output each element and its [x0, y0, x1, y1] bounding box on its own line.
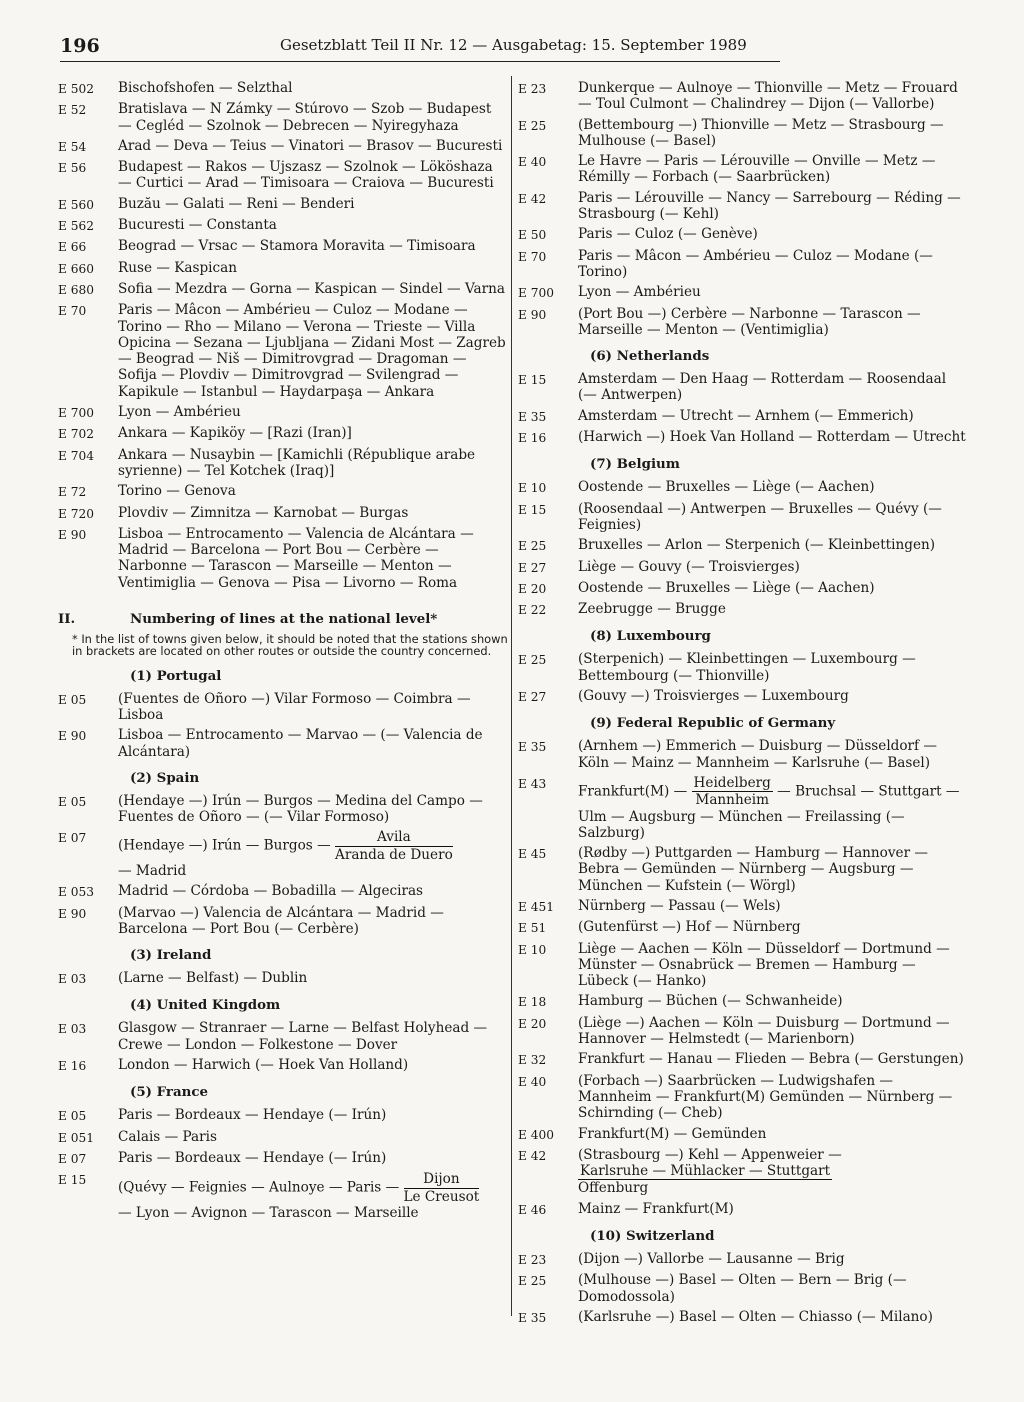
- line-code: E 16: [518, 431, 547, 446]
- line-route: (Rødby —) Puttgarden — Hamburg — Hannover — Bebra — Gemünden — Nürnberg — Augsburg — München — Kufstein (— Wörgl): [578, 845, 928, 894]
- line-code: E 27: [518, 560, 547, 575]
- line-route: (Harwich —) Hoek Van Holland — Rotterdam — Utrecht: [578, 429, 966, 446]
- line-route: Liège — Gouvy (— Troisvierges): [578, 558, 800, 575]
- line-code: E 25: [518, 1274, 547, 1289]
- line-route: Ankara — Nusaybin — [Kamichli (République arabe syrienne) — Tel Kotchek (Iraq)]: [118, 446, 476, 479]
- line-route: Amsterdam — Utrecht — Arnhem (— Emmerich): [578, 407, 914, 424]
- line-route: Bucuresti — Constanta: [118, 217, 277, 234]
- line-entry: [518, 248, 968, 281]
- line-entry: [58, 138, 508, 155]
- line-code: E 05: [58, 794, 87, 809]
- line-route: Bischofshofen — Selzthal: [118, 80, 293, 96]
- line-route: Budapest — Rakos — Ujszasz — Szolnok — Lököshaza — Curtici — Arad — Timisoara — Craiova — Bucuresti: [118, 159, 494, 192]
- ireland-lines: [58, 970, 508, 987]
- line-route: (Forbach —) Saarbrücken — Ludwigshafen — Mannheim — Frankfurt(M) Gemünden — Nürnberg — Schirnding (— Cheb): [578, 1072, 953, 1122]
- line-code: E 32: [518, 1053, 547, 1068]
- line-code: E 20: [518, 1016, 547, 1031]
- route-branch: [578, 1163, 832, 1197]
- route-prefix: (Strasbourg —) Kehl — Appenweier —: [578, 1146, 842, 1163]
- branch-bottom: Mannheim: [695, 792, 769, 809]
- line-route: (Fuentes de Oñoro —) Vilar Formoso — Coimbra — Lisboa: [118, 690, 471, 723]
- line-code: E 560: [58, 197, 95, 212]
- line-code: E 35: [518, 740, 547, 755]
- line-entry: [518, 537, 968, 554]
- line-route: Le Havre — Paris — Lérouville — Onville — Metz — Rémilly — Forbach (— Saarbrücken): [578, 153, 936, 186]
- belgium-lines: [518, 479, 968, 618]
- line-entry: [518, 371, 968, 404]
- line-route: Zeebrugge — Brugge: [578, 601, 726, 618]
- line-code: E 704: [58, 448, 95, 463]
- line-code: E 03: [58, 972, 87, 987]
- section-heading-germany: (9) Federal Republic of Germany: [590, 715, 836, 732]
- line-entry: [518, 898, 968, 915]
- line-route: Paris — Mâcon — Ambérieu — Culoz — Modane — Torino — Rho — Milano — Verona — Trieste — Villa Opicina — Sezana — Ljubljana — Zidani Most — Zagreb — Beograd — Niš — Dimitrovgrad — Dragoman — Sofija — Plovdiv — Dimitrovgrad — Svilengrad — Kapikule — Istanbul — Haydarpaşa — Ankara: [118, 302, 506, 400]
- line-entry: [58, 505, 508, 522]
- line-route: Sofia — Mezdra — Gorna — Kaspican — Sindel — Varna: [118, 280, 505, 297]
- line-code: E 20: [518, 581, 547, 596]
- branch-bottom: Offenburg: [578, 1180, 649, 1197]
- line-route: Paris — Bordeaux — Hendaye (— Irún): [118, 1149, 387, 1166]
- line-code: E 54: [58, 139, 87, 154]
- line-entry: [518, 651, 968, 684]
- line-entry: [58, 217, 508, 234]
- branch-top: Dijon: [404, 1171, 480, 1188]
- line-entry: [518, 408, 968, 425]
- page-number: 196: [60, 35, 100, 57]
- line-code: E 25: [518, 653, 547, 668]
- switzerland-lines: [518, 1251, 968, 1326]
- line-entry: [518, 1073, 968, 1122]
- germany-lines: [518, 845, 968, 1143]
- line-route: Beograd — Vrsac — Stamora Moravita — Timisoara: [118, 238, 476, 255]
- line-entry: [58, 1107, 508, 1124]
- line-route: (Larne — Belfast) — Dublin: [118, 970, 308, 987]
- route-branch: [692, 775, 773, 809]
- line-route: (Port Bou —) Cerbère — Narbonne — Tarascon — Marseille — Menton — (Ventimiglia): [578, 305, 921, 338]
- line-entry: [58, 1129, 508, 1146]
- line-entry: [518, 226, 968, 243]
- line-entry: [58, 970, 508, 987]
- part-number: II.: [58, 611, 76, 628]
- line-entry: [518, 775, 968, 841]
- uk-lines: [58, 1020, 508, 1074]
- line-code: E 562: [58, 219, 95, 234]
- line-code: E 05: [58, 692, 87, 707]
- line-code: E 23: [518, 1253, 547, 1268]
- route-branch: [335, 829, 453, 863]
- line-code: E 22: [518, 603, 547, 618]
- line-entry: [518, 1251, 968, 1268]
- line-entry: [58, 1150, 508, 1167]
- line-code: E 56: [58, 161, 87, 176]
- line-code: E 702: [58, 427, 95, 442]
- line-entry: [58, 526, 508, 591]
- line-code: E 16: [58, 1059, 87, 1074]
- column-divider: [511, 76, 512, 1316]
- line-route: (Mulhouse —) Basel — Olten — Bern — Brig (— Domodossola): [578, 1272, 907, 1305]
- line-code: E 18: [518, 995, 547, 1010]
- line-code: E 03: [58, 1022, 87, 1037]
- line-code: E 07: [58, 1151, 87, 1166]
- line-code: E 35: [518, 409, 547, 424]
- line-code: E 90: [58, 527, 87, 542]
- line-entry: [518, 1272, 968, 1305]
- line-code: E 43: [518, 776, 547, 791]
- line-route: Nürnberg — Passau (— Wels): [578, 897, 781, 914]
- line-route: [118, 829, 508, 879]
- line-route: Dunkerque — Aulnoye — Thionville — Metz — Frouard — Toul Culmont — Chalindrey — Dijon (— Vallorbe): [578, 80, 958, 113]
- line-code: E 15: [518, 502, 547, 517]
- line-entry: [58, 793, 508, 826]
- line-route: (Arnhem —) Emmerich — Duisburg — Düsseldorf — Köln — Mainz — Mannheim — Karlsruhe (— Basel): [578, 738, 937, 771]
- right-column: [518, 80, 968, 1330]
- line-route: Frankfurt(M) — Gemünden: [578, 1125, 767, 1142]
- part-title: Numbering of lines at the national level*: [130, 611, 438, 628]
- line-code: E 10: [518, 481, 547, 496]
- route-suffix: — Lyon — Avignon — Tarascon — Marseille: [118, 1204, 419, 1221]
- section-heading-netherlands: (6) Netherlands: [590, 348, 710, 365]
- line-entry: [518, 993, 968, 1010]
- line-entry: [518, 1126, 968, 1143]
- line-code: E 51: [518, 921, 547, 936]
- line-code: E 400: [518, 1127, 555, 1142]
- line-route: Lisboa — Entrocamento — Marvao — (— Valencia de Alcántara): [118, 727, 483, 760]
- line-entry: [58, 80, 508, 97]
- line-entry: [518, 284, 968, 301]
- page-header: [60, 33, 780, 62]
- line-code: E 720: [58, 506, 95, 521]
- line-route: Lyon — Ambérieu: [118, 404, 241, 421]
- line-code: E 15: [518, 373, 547, 388]
- line-entry: [58, 483, 508, 500]
- line-entry: [518, 117, 968, 150]
- line-entry: [58, 260, 508, 277]
- line-code: E 70: [518, 249, 547, 264]
- line-code: E 10: [518, 942, 547, 957]
- line-entry: [518, 919, 968, 936]
- line-route: (Sterpenich) — Kleinbettingen — Luxembourg — Bettembourg (— Thionville): [578, 651, 916, 684]
- international-lines-list: [58, 80, 508, 591]
- line-entry: [518, 559, 968, 576]
- line-code: E 15: [58, 1173, 87, 1188]
- section-heading-luxembourg: (8) Luxembourg: [590, 628, 711, 645]
- line-route: Oostende — Bruxelles — Liège (— Aachen): [578, 479, 875, 496]
- line-entry: [518, 941, 968, 990]
- branch-top: Karlsruhe — Mühlacker — Stuttgart: [580, 1163, 831, 1180]
- branch-bottom: Le Creusot: [403, 1188, 480, 1205]
- route-prefix: (Hendaye —) Irún — Burgos —: [118, 837, 331, 854]
- line-entry: [518, 688, 968, 705]
- line-entry: [58, 691, 508, 724]
- line-route: (Dijon —) Vallorbe — Lausanne — Brig: [578, 1251, 845, 1268]
- line-code: E 40: [518, 155, 547, 170]
- line-route: [118, 1171, 508, 1221]
- line-entry: [58, 196, 508, 213]
- line-route: (Gouvy —) Troisvierges — Luxembourg: [578, 688, 849, 705]
- line-entry: [518, 580, 968, 597]
- running-title: Gesetzblatt Teil II Nr. 12 — Ausgabetag: 15. September 1989: [280, 36, 747, 54]
- line-entry: [58, 883, 508, 900]
- line-route: (Karlsruhe —) Basel — Olten — Chiasso (— Milano): [578, 1308, 933, 1325]
- line-route: Frankfurt — Hanau — Flieden — Bebra (— Gerstungen): [578, 1051, 964, 1068]
- france-lines: [58, 1107, 508, 1167]
- section-heading-belgium: (7) Belgium: [590, 456, 680, 473]
- line-code: E 72: [58, 485, 87, 500]
- line-entry: [518, 1051, 968, 1068]
- section-heading-ireland: (3) Ireland: [130, 947, 212, 964]
- line-entry: [58, 829, 508, 879]
- line-entry: [58, 101, 508, 134]
- route-branch: [404, 1171, 480, 1205]
- line-entry: [518, 1147, 968, 1197]
- line-entry: [58, 404, 508, 421]
- line-code: E 90: [58, 729, 87, 744]
- line-code: E 502: [58, 82, 95, 96]
- line-entry: [58, 905, 508, 938]
- line-code: E 42: [518, 1148, 547, 1163]
- line-code: E 27: [518, 690, 547, 705]
- line-route: Lisboa — Entrocamento — Valencia de Alcántara — Madrid — Barcelona — Port Bou — Cerbère — Narbonne — Tarascon — Marseille — Menton — Ventimiglia — Genova — Pisa — Livorno — Roma: [118, 525, 474, 591]
- section-heading-uk: (4) United Kingdom: [130, 997, 281, 1014]
- line-entry: [58, 1020, 508, 1053]
- line-entry: [518, 1201, 968, 1218]
- line-code: E 46: [518, 1202, 547, 1217]
- line-code: E 660: [58, 261, 95, 276]
- line-route: (Liège —) Aachen — Köln — Duisburg — Dortmund — Hannover — Helmstedt (— Marienborn): [578, 1014, 950, 1048]
- line-code: E 23: [518, 82, 547, 96]
- line-entry: [58, 159, 508, 192]
- line-route: (Roosendaal —) Antwerpen — Bruxelles — Quévy (— Feignies): [578, 500, 942, 533]
- line-route: Ankara — Kapiköy — [Razi (Iran)]: [118, 425, 352, 442]
- line-entry: [58, 425, 508, 442]
- line-route: Hamburg — Büchen (— Schwanheide): [578, 993, 843, 1010]
- line-entry: [58, 1057, 508, 1074]
- france-continued-lines: [518, 80, 968, 338]
- line-code: E 07: [58, 831, 87, 846]
- line-entry: [518, 306, 968, 339]
- line-route: Oostende — Bruxelles — Liège (— Aachen): [578, 579, 875, 596]
- left-column: [58, 80, 508, 1225]
- branch-top: Avila: [335, 829, 453, 846]
- line-route: Paris — Culoz (— Genève): [578, 226, 758, 243]
- line-entry: [518, 190, 968, 223]
- line-route: Paris — Mâcon — Ambérieu — Culoz — Modane (— Torino): [578, 247, 933, 280]
- line-code: E 90: [58, 906, 87, 921]
- line-route: [578, 1147, 968, 1197]
- line-route: Madrid — Córdoba — Bobadilla — Algeciras: [118, 883, 424, 900]
- line-route: (Hendaye —) Irún — Burgos — Medina del Campo — Fuentes de Oñoro — (— Vilar Formoso): [118, 792, 483, 826]
- line-entry: [518, 1015, 968, 1048]
- route-suffix: — Madrid: [118, 862, 187, 879]
- line-route: Plovdiv — Zimnitza — Karnobat — Burgas: [118, 504, 409, 521]
- line-code: E 053: [58, 885, 95, 900]
- line-code: E 42: [518, 191, 547, 206]
- line-entry: [518, 738, 968, 771]
- line-route: Bruxelles — Arlon — Sterpenich (— Kleinbettingen): [578, 537, 936, 554]
- line-route: Paris — Lérouville — Nancy — Sarrebourg — Réding — Strasbourg (— Kehl): [578, 189, 961, 223]
- line-entry: [518, 601, 968, 618]
- line-code: E 051: [58, 1130, 95, 1145]
- section-heading-portugal: (1) Portugal: [130, 667, 222, 684]
- line-entry: [58, 727, 508, 760]
- line-entry: [518, 501, 968, 534]
- line-code: E 451: [518, 899, 555, 914]
- line-code: E 90: [518, 307, 547, 322]
- line-code: E 25: [518, 118, 547, 133]
- line-route: Ruse — Kaspican: [118, 259, 238, 276]
- line-route: (Marvao —) Valencia de Alcántara — Madrid — Barcelona — Port Bou (— Cerbère): [118, 904, 444, 937]
- line-route: Glasgow — Stranraer — Larne — Belfast Holyhead — Crewe — London — Folkestone — Dover: [118, 1020, 488, 1053]
- line-route: Paris — Bordeaux — Hendaye (— Irún): [118, 1107, 387, 1124]
- route-prefix: Frankfurt(M) —: [578, 783, 688, 800]
- line-code: E 680: [58, 282, 95, 297]
- line-code: E 66: [58, 240, 87, 255]
- line-route: Lyon — Ambérieu: [578, 284, 701, 301]
- line-entry: [518, 479, 968, 496]
- line-route: Bratislava — N Zámky — Stúrovo — Szob — Budapest — Cegléd — Szolnok — Debrecen — Nyiregyhaza: [118, 101, 492, 134]
- line-entry: [58, 447, 508, 480]
- line-entry: [58, 281, 508, 298]
- line-code: E 700: [58, 406, 95, 421]
- line-route: Calais — Paris: [118, 1128, 217, 1145]
- line-code: E 45: [518, 847, 547, 862]
- part-heading: [58, 611, 508, 627]
- line-code: E 40: [518, 1074, 547, 1089]
- line-code: E 52: [58, 103, 87, 118]
- route-prefix: (Quévy — Feignies — Aulnoye — Paris —: [118, 1179, 400, 1196]
- line-entry: [518, 153, 968, 186]
- line-route: Buzău — Galati — Reni — Benderi: [118, 195, 355, 212]
- section-heading-spain: (2) Spain: [130, 769, 200, 786]
- line-code: E 05: [58, 1109, 87, 1124]
- line-entry: [58, 302, 508, 400]
- line-code: E 25: [518, 539, 547, 554]
- line-route: Arad — Deva — Teius — Vinatori — Brasov — Bucuresti: [118, 137, 503, 154]
- line-code: E 50: [518, 228, 547, 243]
- line-code: E 35: [518, 1310, 547, 1325]
- line-code: E 70: [58, 304, 87, 319]
- line-entry: [518, 429, 968, 446]
- route-suffix: — Bruchsal — Stuttgart — Ulm — Augsburg — München — Freilassing (— Salzburg): [578, 783, 960, 841]
- branch-top: Heidelberg: [693, 774, 771, 791]
- footnote: * In the list of towns given below, it should be noted that the stations shown in brackets are located on other routes or outside the country concerned.: [72, 632, 508, 659]
- line-route: (Gutenfürst —) Hof — Nürnberg: [578, 919, 801, 936]
- line-route: [578, 775, 968, 841]
- line-route: Liège — Aachen — Köln — Düsseldorf — Dortmund — Münster — Osnabrück — Bremen — Hamburg — Lübeck (— Hanko): [578, 940, 950, 990]
- line-route: (Bettembourg —) Thionville — Metz — Strasbourg — Mulhouse (— Basel): [578, 116, 944, 149]
- line-entry: [518, 1309, 968, 1326]
- line-route: Amsterdam — Den Haag — Rotterdam — Roosendaal (— Antwerpen): [578, 371, 947, 404]
- netherlands-lines: [518, 371, 968, 446]
- line-route: Mainz — Frankfurt(M): [578, 1200, 734, 1217]
- portugal-lines: [58, 691, 508, 760]
- line-entry: [518, 845, 968, 894]
- line-entry: [518, 80, 968, 113]
- section-heading-switzerland: (10) Switzerland: [590, 1228, 715, 1245]
- line-code: E 700: [518, 286, 555, 301]
- line-entry: [58, 1171, 508, 1221]
- line-entry: [58, 238, 508, 255]
- line-route: London — Harwich (— Hoek Van Holland): [118, 1057, 409, 1074]
- line-route: Torino — Genova: [118, 483, 236, 500]
- luxembourg-lines: [518, 651, 968, 705]
- section-heading-france: (5) France: [130, 1084, 209, 1101]
- branch-bottom: Aranda de Duero: [335, 846, 453, 863]
